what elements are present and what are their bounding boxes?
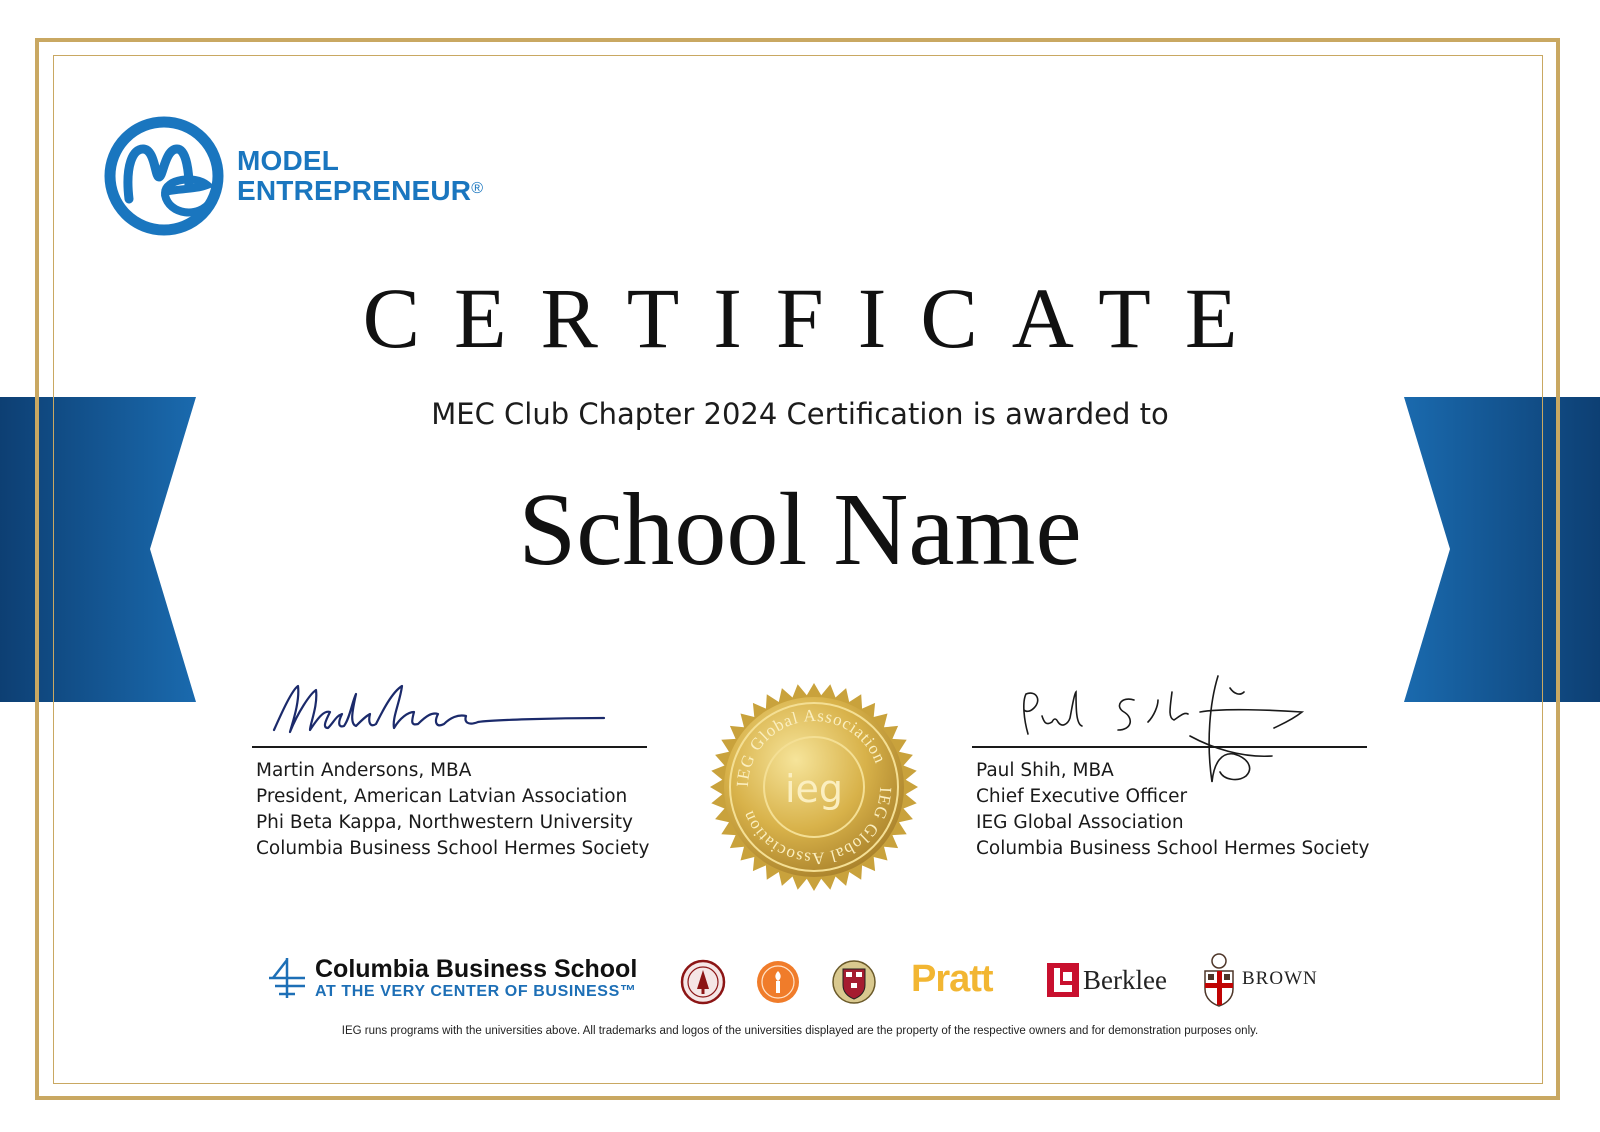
brand-name-line2: ENTREPRENEUR (237, 175, 472, 206)
signatory-right-name: Paul Shih, MBA (976, 760, 1114, 781)
brand-name (237, 146, 483, 206)
brand-logo (103, 115, 483, 237)
university-torch-seal-icon (755, 959, 801, 1005)
columbia-crown-icon (265, 956, 309, 1000)
seal-center-text: ieg (784, 767, 844, 811)
cbs-name: Columbia Business School (315, 955, 638, 983)
seal-ring-text-2: IEG Global Association (737, 786, 896, 869)
martin-andersons-signature-icon (252, 672, 612, 752)
ieg-gold-seal-icon (707, 680, 921, 894)
cbs-tagline: AT THE VERY CENTER OF BUSINESS™ (315, 983, 637, 1000)
signatory-left-title-2: Phi Beta Kappa, Northwestern University (256, 812, 633, 833)
harvard-veritas-shield-icon (831, 959, 877, 1005)
brand-name-line1: MODEL (237, 145, 340, 176)
pratt-logo: Pratt (911, 958, 993, 1000)
seal-ring-text: IEG Global Association (732, 705, 891, 788)
certificate-title: CERTIFICATE (362, 270, 1272, 366)
berklee-logo (1047, 963, 1167, 997)
berklee-wordmark: Berklee (1083, 964, 1167, 995)
brown-shield-icon (1201, 951, 1237, 1007)
brown-logo (1201, 951, 1318, 1007)
signature-left (252, 672, 647, 750)
paul-shih-signature-icon (972, 672, 1352, 792)
stanford-seal-icon (680, 959, 726, 1005)
signatory-right (972, 672, 1370, 862)
model-entrepreneur-monogram-icon (103, 115, 225, 237)
signatory-left (252, 672, 650, 862)
signatory-right-title-1: Chief Executive Officer (976, 786, 1188, 807)
recipient-name: School Name (518, 472, 1082, 587)
partner-logos (265, 953, 1335, 1013)
registered-mark: ® (471, 180, 484, 197)
award-line: MEC Club Chapter 2024 Certification is awarded to (431, 397, 1169, 431)
signatory-left-title-3: Columbia Business School Hermes Society (256, 838, 650, 859)
columbia-business-school-logo (265, 955, 637, 1001)
signatory-right-title-2: IEG Global Association (976, 812, 1184, 833)
signatory-right-title-3: Columbia Business School Hermes Society (976, 838, 1370, 859)
brown-wordmark: BROWN (1242, 968, 1318, 989)
disclaimer: IEG runs programs with the universities above. All trademarks and logos of the universities displayed are the property of the respective owners and for demonstration purposes only. (341, 1025, 1259, 1037)
signatory-left-title-1: President, American Latvian Association (256, 786, 628, 807)
berklee-logo-icon (1047, 963, 1079, 997)
signature-right (972, 672, 1367, 750)
signatory-left-name: Martin Andersons, MBA (256, 760, 472, 781)
